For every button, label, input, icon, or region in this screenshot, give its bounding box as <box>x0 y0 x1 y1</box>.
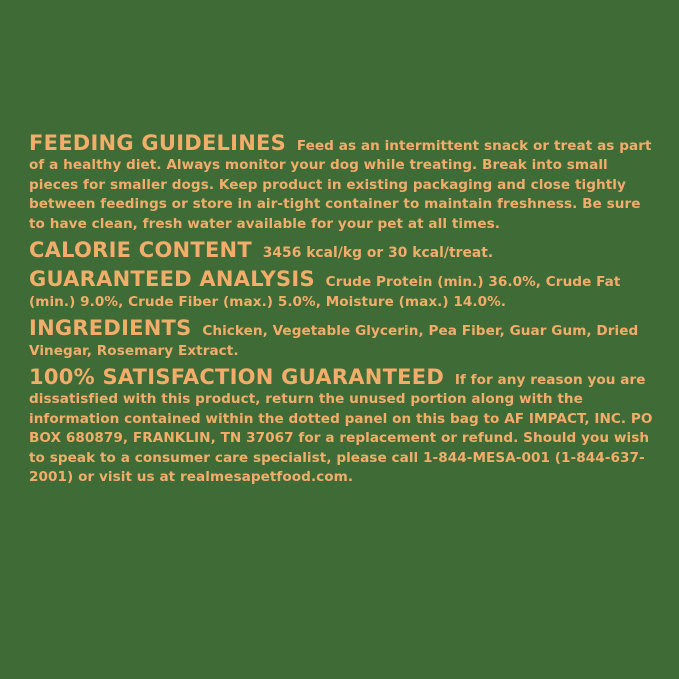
guaranteed-analysis-section <box>29 267 655 312</box>
feeding-guidelines-section <box>29 131 655 234</box>
ingredients-section <box>29 316 655 361</box>
guaranteed-analysis-heading: GUARANTEED ANALYSIS <box>29 267 315 292</box>
satisfaction-guarantee-heading: 100% SATISFACTION GUARANTEED <box>29 365 445 390</box>
ingredients-heading: INGREDIENTS <box>29 316 192 341</box>
calorie-content-heading: CALORIE CONTENT <box>29 238 252 263</box>
ingredients-text: Chicken, Vegetable Glycerin, Pea Fiber, Guar Gum, Dried Vinegar, Rosemary Extract. <box>29 323 639 359</box>
feeding-guidelines-text: Feed as an intermittent snack or treat as part of a healthy diet. Always monitor your dog while treating. Break into small pieces for smaller dogs. Keep product in existing packaging and close tightly between feedings or store in air-tight container to maintain freshness. Be sure to have clean, fresh water available for your pet at all times. <box>29 138 652 232</box>
calorie-content-text: 3456 kcal/kg or 30 kcal/treat. <box>262 245 494 262</box>
guaranteed-analysis-text: Crude Protein (min.) 36.0%, Crude Fat (min.) 9.0%, Crude Fiber (max.) 5.0%, Moisture (max.) 14.0%. <box>29 274 621 310</box>
feeding-guidelines-heading: FEEDING GUIDELINES <box>29 131 287 155</box>
satisfaction-guarantee-text: If for any reason you are dissatisfied with this product, return the unused portion along with the information contained within the dotted panel on this bag to AF IMPACT, INC. PO BOX 680879, FRANKLIN, TN 37067 for a replacement or refund. Should you wish to speak to a consumer care specialist, please call 1-844-MESA-001 (1-844-637-2001) or visit us at realmesapetfood.com. <box>29 372 653 486</box>
label-text-block <box>29 131 655 488</box>
calorie-content-section <box>29 238 655 263</box>
satisfaction-guarantee-section <box>29 365 655 487</box>
